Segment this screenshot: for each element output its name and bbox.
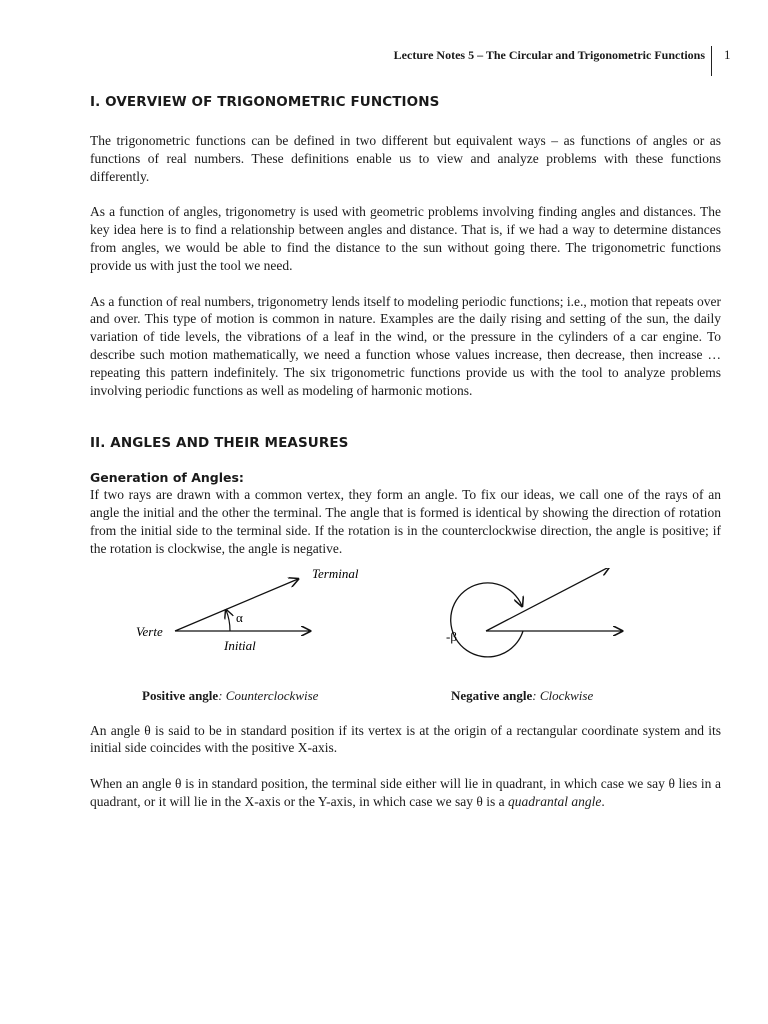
quadrantal-angle-term: quadrantal angle (508, 793, 602, 809)
section-2-heading: II. ANGLES AND THEIR MEASURES (90, 435, 349, 452)
angle-figure (90, 568, 721, 708)
generation-subheading: Generation of Angles: (90, 470, 244, 486)
running-header: Lecture Notes 5 – The Circular and Trigonometric Functions (394, 46, 712, 76)
negative-terminal-ray (486, 568, 609, 631)
initial-label: Initial (224, 637, 256, 653)
vertex-label: Verte (136, 623, 163, 639)
positive-angle-caption: Positive angle: Counterclockwise (142, 687, 319, 703)
terminal-label: Terminal (312, 567, 359, 581)
alpha-arc (226, 610, 230, 631)
page-number: 1 (724, 47, 731, 62)
beta-arc (451, 582, 523, 656)
paragraph-generation: If two rays are drawn with a common vertex, they form an angle. To fix our ideas, we call one of the rays of an angle the initial and the other the terminal. The angle that is formed is identical by showing the direction of rotation from the initial side to the terminal side. If the rotation is in the counterclockwise direction, the angle is positive; if the rotation is clockwise, the angle is negative. (90, 487, 721, 556)
paragraph-standard-position: An angle θ is said to be in standard position if its vertex is at the origin of a rectangular coordinate system and its initial side coincides with the positive X-axis. (90, 722, 721, 756)
angle-diagram (90, 568, 721, 708)
beta-label: -β (446, 628, 457, 644)
negative-angle-caption: Negative angle: Clockwise (451, 687, 594, 703)
alpha-label: α (236, 609, 243, 625)
paragraph-real-numbers: As a function of real numbers, trigonometry lends itself to modeling periodic functions; i.e., motion that repeats over and over. This type of motion is common in nature. Examples are the daily rising and setting of the sun, the daily variation of tide levels, the vibrations of a leaf in the wind, or the pressure in the cylinders of a car engine. To describe such motion mathematically, we need a function whose values increase, then decrease, then increase …repeating this pattern indefinitely. The six trigonometric functions provide us with the tool to analyze problems involving periodic functions as well as modeling of harmonic motions. (90, 293, 721, 398)
paragraph-quadrant: When an angle θ is in standard position, the terminal side either will lie in quadrant, in which case we say θ lies in a quadrant, or it will lie in the X-axis or the Y-axis, in which case we say θ is a quadrantal angle. (90, 776, 721, 809)
paragraph-angles: As a function of angles, trigonometry is used with geometric problems involving finding angles and distances. The key idea here is to find a relationship between angles and distance. That is, if we had a way to determine distances from angles, we would be able to find the distance to the sun without going there. The trigonometric functions provide us with just the tool we need. (90, 204, 721, 273)
section-1-heading: I. OVERVIEW OF TRIGONOMETRIC FUNCTIONS (90, 94, 440, 110)
paragraph-definitions: The trigonometric functions can be defined in two different but equivalent ways – as functions of angles or as functions of real numbers. These definitions enable us to view and analyze problems with these functions differently. (90, 133, 721, 184)
page-content (90, 94, 721, 811)
